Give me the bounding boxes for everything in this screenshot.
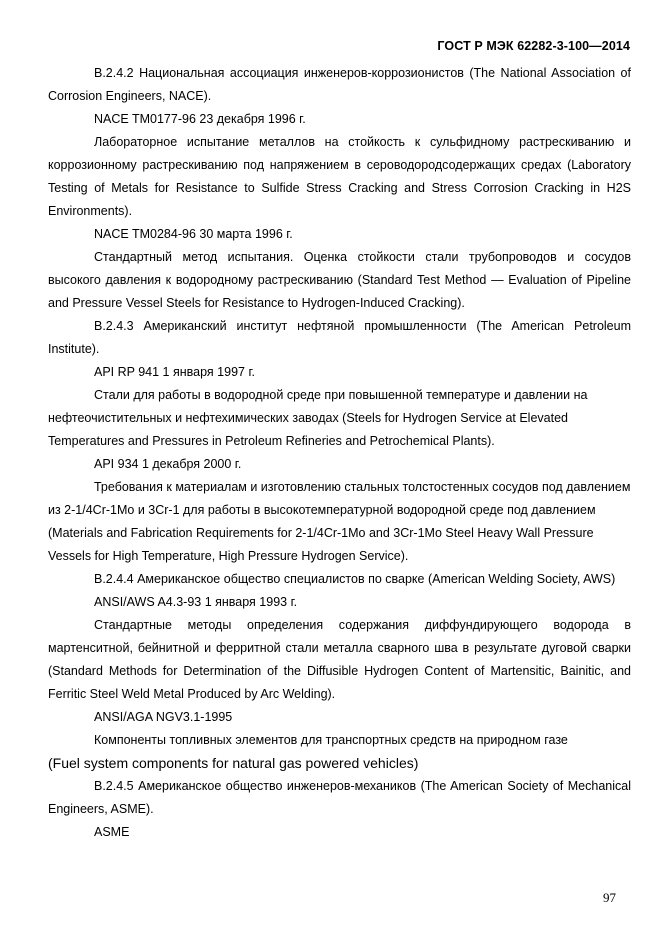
paragraph-ansi-aws: ANSI/AWS A4.3-93 1 января 1993 г. — [94, 595, 298, 609]
paragraph-api934-description: Требования к материалам и изготовлению стальных толстостенных сосудов под давлением из 2-1/4Cr-1Mo и 3Cr-1 для работы в высокотемпературной водородной среде под давлением (Materials and Fabrication Requirements for 2-1/4Cr-1Mo and 3Cr-1Mo Steel Heavy Wall Pressure Vessels for High Temperature, High Pressure Hydrogen Service). — [48, 480, 631, 563]
paragraph-aws-description: Стандартные методы определения содержания диффундирующего водорода в мартенситной, бейнитной и ферритной стали металла сварного шва в результате дуговой сварки (Standard Methods for Determination of the Diffusible Hydrogen Content of Martensitic, Bainitic, and Ferritic Steel Weld Metal Produced by Arc Welding). — [48, 618, 631, 701]
paragraph-asme-section: B.2.4.5 Американское общество инженеров-механиков (The American Society of Mechanical Engineers, ASME). — [48, 779, 631, 816]
paragraph-aws-section: B.2.4.4 Американское общество специалистов по сварке (American Welding Society, AWS) — [94, 572, 616, 586]
paragraph-rp941-description: Стали для работы в водородной среде при повышенной температуре и давлении на нефтеочистительных и нефтехимических заводах (Steels for Hydrogen Service at Elevated Temperatures and Pressures in Petroleum Refineries and Petrochemical Plants). — [48, 388, 588, 448]
document-body — [48, 62, 631, 844]
paragraph-ansi-aga: ANSI/AGA NGV3.1-1995 — [94, 710, 233, 724]
paragraph-api-934: API 934 1 декабря 2000 г. — [94, 457, 242, 471]
paragraph-asme: ASME — [94, 825, 130, 839]
paragraph-aga-english: (Fuel system components for natural gas powered vehicles) — [48, 755, 419, 771]
paragraph-tm0177-description: Лабораторное испытание металлов на стойкость к сульфидному растрескиванию и коррозионному растрескиванию под напряжением в сероводородсодержащих средах (Laboratory Testing of Metals for Resistance to Sulfide Stress Cracking and Stress Corrosion Cracking in H2S Environments). — [48, 135, 631, 218]
paragraph-api-section: B.2.4.3 Американский институт нефтяной промышленности (The American Petroleum Institute). — [48, 319, 631, 356]
paragraph-api-rp941: API RP 941 1 января 1997 г. — [94, 365, 255, 379]
paragraph-nace-tm0177: NACE TM0177-96 23 декабря 1996 г. — [94, 112, 306, 126]
paragraph-aga-description: Компоненты топливных элементов для транспортных средств на природном газе — [94, 733, 568, 747]
page-number: 97 — [603, 890, 616, 905]
document-header: ГОСТ Р МЭК 62282-3-100—2014 — [437, 39, 630, 53]
paragraph-nace-tm0284: NACE TM0284-96 30 марта 1996 г. — [94, 227, 293, 241]
paragraph-tm0284-description: Стандартный метод испытания. Оценка стойкости стали трубопроводов и сосудов высокого давления к водородному растрескиванию (Standard Test Method — Evaluation of Pipeline and Pressure Vessel Steels for Resistance to Hydrogen-Induced Cracking). — [48, 250, 631, 310]
paragraph-nace-section: B.2.4.2 Национальная ассоциация инженеров-коррозионистов (The National Association of Corrosion Engineers, NACE). — [48, 66, 631, 103]
